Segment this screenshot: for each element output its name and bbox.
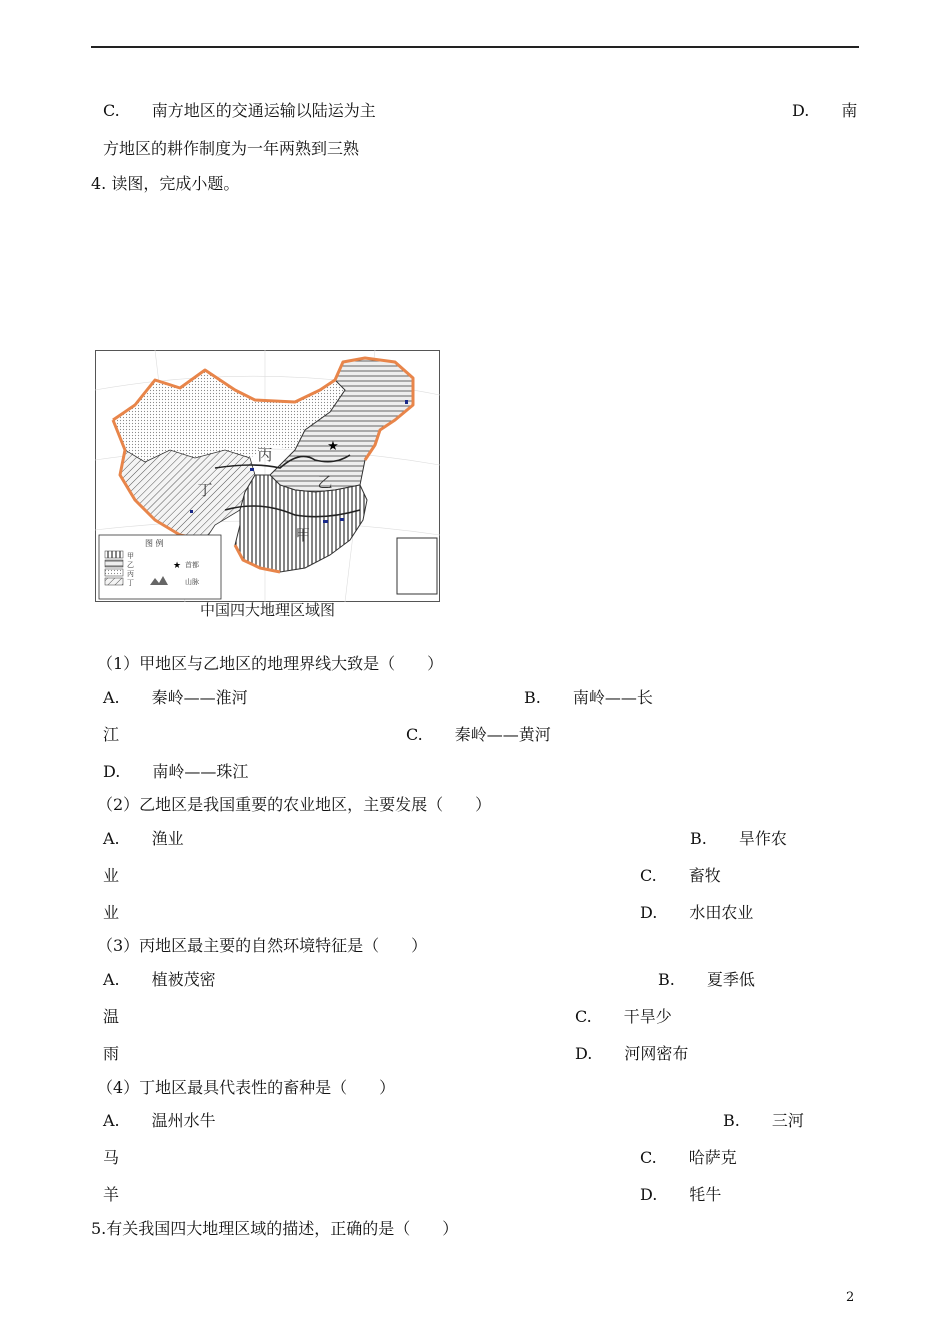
sub4-option-a[interactable]: A. 温州水牛 [103,1111,216,1130]
label-jia: 甲 [295,526,311,544]
sub1-stem: （1）甲地区与乙地区的地理界线大致是（ ） [97,654,444,673]
sub3-option-b-continued: 温 [103,1007,120,1026]
question-5-stem: 5.有关我国四大地理区域的描述，正确的是（ ） [91,1219,459,1238]
sub3-option-b[interactable]: B. 夏季低 [658,970,755,989]
legend-capital: 首都 [185,561,199,569]
capital-star-icon: ★ [327,439,339,454]
sub1-option-b[interactable]: B. 南岭——长 [524,688,653,707]
sub1-option-d[interactable]: D. 南岭——珠江 [103,762,249,781]
label-ding: 丁 [197,481,213,499]
legend-mountain: 山脉 [185,578,199,586]
sub3-option-a[interactable]: A. 植被茂密 [103,970,216,989]
page-number: 2 [846,1290,855,1305]
sub4-option-c[interactable]: C. 哈萨克 [640,1148,737,1167]
q3-option-d[interactable]: D. 南 [792,101,858,120]
sub4-option-c-continued: 羊 [103,1185,120,1204]
q3-option-d-continued: 方地区的耕作制度为一年两熟到三熟 [103,139,360,158]
sub3-option-c[interactable]: C. 干旱少 [575,1007,672,1026]
sub2-option-a[interactable]: A. 渔业 [103,829,184,848]
sub4-option-d[interactable]: D. 牦牛 [640,1185,722,1204]
sub4-stem: （4）丁地区最具代表性的畜种是（ ） [97,1078,396,1097]
legend-yi: 乙 [127,561,134,569]
sub2-option-c-continued: 业 [103,903,120,922]
map-legend [99,535,221,599]
q3-option-c[interactable]: C. 南方地区的交通运输以陆运为主 [103,101,376,120]
sub3-option-d[interactable]: D. 河网密布 [575,1044,689,1063]
south-sea-inset [397,538,437,594]
sub2-option-b-continued: 业 [103,866,120,885]
sub2-option-b[interactable]: B. 旱作农 [690,829,787,848]
china-regions-map [95,350,440,602]
sub1-option-b-continued: 江 [103,725,120,744]
sub3-option-c-continued: 雨 [103,1044,120,1063]
sub4-option-b-continued: 马 [103,1148,120,1167]
sub2-stem: （2）乙地区是我国重要的农业地区，主要发展（ ） [97,795,492,814]
legend-bing: 丙 [127,570,134,578]
header-rule [91,46,859,48]
sub1-option-c[interactable]: C. 秦岭——黄河 [406,725,551,744]
map-caption: 中国四大地理区域图 [199,601,335,619]
sub4-option-b[interactable]: B. 三河 [723,1111,804,1130]
label-yi: 乙 [317,473,333,491]
legend-jia: 甲 [127,552,134,560]
legend-star-icon: ★ [173,561,182,571]
legend-ding: 丁 [127,579,134,587]
label-bing: 丙 [257,446,273,464]
sub2-option-c[interactable]: C. 畜牧 [640,866,721,885]
sub1-option-a[interactable]: A. 秦岭——淮河 [103,688,248,707]
question-4-stem: 4. 读图，完成小题。 [91,174,240,193]
sub2-option-d[interactable]: D. 水田农业 [640,903,754,922]
legend-title: 图 例 [145,539,164,548]
sub3-stem: （3）丙地区最主要的自然环境特征是（ ） [97,936,428,955]
